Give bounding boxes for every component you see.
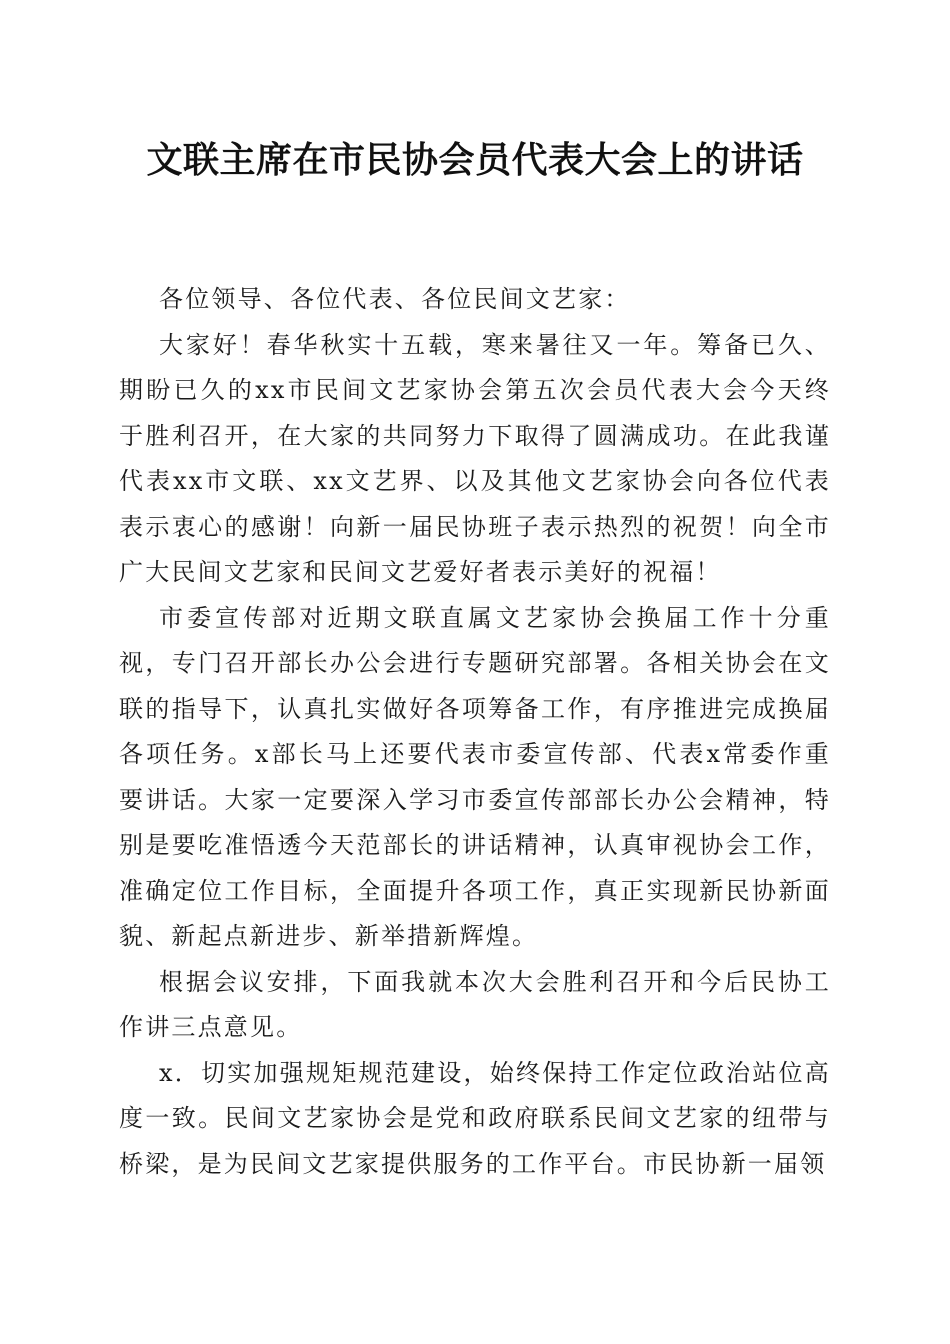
salutation-paragraph: 各位领导、各位代表、各位民间文艺家：: [159, 285, 631, 313]
greeting-paragraph: 大家好！春华秋实十五载，寒来暑往又一年。筹备已久、期盼已久的xx市民间文艺家协会第五次会员代表大会今天终于胜利召开，在大家的共同努力下取得了圆满成功。在此我谨代表xx市文联、xx文艺界、以及其他文艺家协会向各位代表表示衷心的感谢！向新一届民协班子表示热烈的祝贺！向全市广大民间文艺家和民间文艺爱好者表示美好的祝福！: [119, 330, 831, 586]
document-title: 文联主席在市民协会员代表大会上的讲话: [146, 139, 804, 181]
propaganda-department-paragraph: 市委宣传部对近期文联直属文艺家协会换届工作十分重视，专门召开部长办公会进行专题研究部署。各相关协会在文联的指导下，认真扎实做好各项筹备工作，有序推进完成换届各项任务。x部长马上还要代表市委宣传部、代表x常委作重要讲话。大家一定要深入学习市委宣传部部长办公会精神，特别是要吃准悟透今天范部长的讲话精神，认真审视协会工作，准确定位工作目标，全面提升各项工作，真正实现新民协新面貌、新起点新进步、新举措新辉煌。: [119, 603, 831, 950]
agenda-paragraph: 根据会议安排，下面我就本次大会胜利召开和今后民协工作讲三点意见。: [119, 967, 831, 1041]
first-point-paragraph: x．切实加强规矩规范建设，始终保持工作定位政治站位高度一致。民间文艺家协会是党和政府联系民间文艺家的纽带与桥梁，是为民间文艺家提供服务的工作平台。市民协新一届领: [119, 1058, 831, 1178]
document-body: [119, 277, 831, 1187]
